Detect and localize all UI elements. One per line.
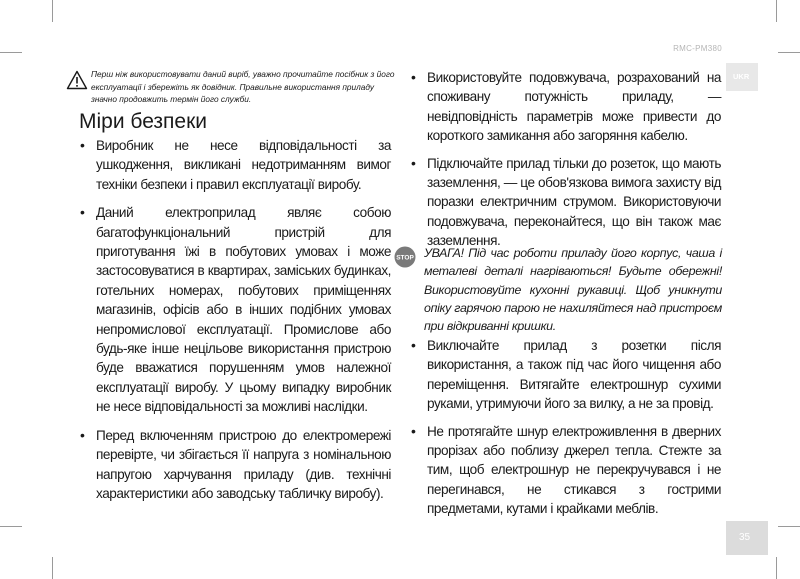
stop-icon-label: STOP <box>396 254 414 262</box>
model-label: RMC-PM380 <box>673 44 722 53</box>
crop-mark <box>52 557 53 579</box>
crop-mark <box>0 526 22 527</box>
crop-mark <box>778 526 800 527</box>
crop-mark <box>778 52 800 53</box>
list-item: • Не протягайте шнур електроживлення в дверних прорізах або поблизу джерел тепла. Стежте за тим, щоб електрошнур не перекручувався і не перегинався, не стикався з гострими предметами, кутами і крайками меблів. <box>410 422 721 519</box>
crop-mark <box>52 0 53 22</box>
left-column-list <box>79 136 391 512</box>
caution-text: УВАГА! Під час роботи приладу його корпус, чаша і металеві деталі нагріваються! Будьте обережні! Використовуйте кухонні рукавиці. Щоб уникнути опіку гарячою парою не нахиляйтеся над пристроєм при відкриванні кришки. <box>424 246 722 334</box>
list-item: • Виключайте прилад з розетки після використання, а також під час його чищення або переміщення. Витягайте електрошнур сухими руками, утримуючи його за вилку, а не за провід. <box>410 336 721 414</box>
right-column-list-top <box>410 68 721 259</box>
list-item: • Виробник не несе відповідальності за ушкодження, викликані недотриманням вимог техніки безпеки і правил експлуатації виробу. <box>79 136 391 194</box>
stop-icon <box>394 246 416 268</box>
language-label: UKR <box>733 72 750 81</box>
language-tab <box>726 63 758 91</box>
crop-mark <box>776 557 777 579</box>
warning-text: Перш ніж використовувати даний виріб, уважно прочитайте посібник з його експлуатації і збережіть як довідник. Правильне використання приладу значно продовжить термін його служби. <box>91 69 395 105</box>
section-title: Міри безпеки <box>79 110 208 133</box>
warning-triangle-icon <box>66 70 88 90</box>
page-number-tab <box>726 521 768 555</box>
right-column-list-bottom <box>410 336 721 527</box>
crop-mark <box>776 0 777 22</box>
crop-mark <box>0 52 22 53</box>
page-number: 35 <box>739 532 751 543</box>
list-item: • Перед включенням пристрою до електромережі перевірте, чи збігається її напруга з номінальною напругою харчування приладу (див. технічні характеристики або заводську табличку виробу). <box>79 426 391 504</box>
list-item: • Підключайте прилад тільки до розеток, що мають заземлення, — це обов'язкова вимога захисту від поразки електричним струмом. Використовуючи подовжувача, переконайтеся, що він також має заземлення. <box>410 154 721 251</box>
list-item: • Даний електроприлад являє собою багатофункціональний пристрій для приготування їжі в побутових умовах і може застосовуватися в квартирах, заміських будинках, готельних номерах, побутових приміщеннях магазинів, офісів або в інших подібних умовах непромислової експлуатації. Промислове або будь-яке інше нецільове використання пристрою буде вважатися порушенням умов належної експлуатації виробу. У цьому випадку виробник не несе відповідальності за можливі наслідки. <box>79 203 391 416</box>
list-item: • Використовуйте подовжувача, розрахований на споживану потужність приладу, — невідповідність параметрів може привести до короткого замикання або загоряння кабелю. <box>410 68 721 146</box>
